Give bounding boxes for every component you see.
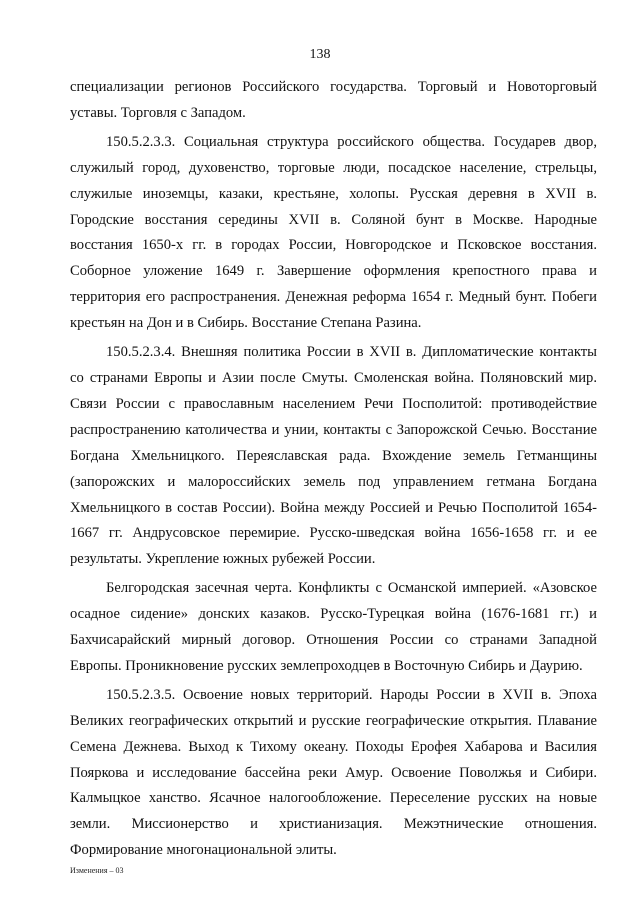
paragraph-social-structure: 150.5.2.3.3. Социальная структура российского общества. Государев двор, служилый город, духовенство, торговые люди, посадское население, стрельцы, служилые иноземцы, казаки, крестьяне, холопы. Русская деревня в XVII в. Городские восстания середины XVII в. Соляной бунт в Москве. Народные восстания 1650-х гг. в городах России, Новгородское и Псковское восстания. Соборное уложение 1649 г. Завершение оформления крепостного права и территория его распространения. Денежная реформа 1654 г. Медный бунт. Побеги крестьян на Дон и в Сибирь. Восстание Степана Разина. — [70, 133, 597, 332]
paragraph-southern-borders: Белгородская засечная черта. Конфликты с Османской империей. «Азовское осадное сидение» донских казаков. Русско-Турецкая война (1676-1681 гг.) и Бахчисарайский мирный договор. Отношения России со странами Западной Европы. Проникновение русских землепроходцев в Восточную Сибирь и Даурию. — [70, 580, 597, 674]
document-body — [70, 75, 597, 867]
paragraph-continuation: специализации регионов Российского государства. Торговый и Новоторговый уставы. Торговля с Западом. — [70, 79, 597, 121]
paragraph-new-territories: 150.5.2.3.5. Освоение новых территорий. Народы России в XVII в. Эпоха Великих географических открытий и русские географические открытия. Плавание Семена Дежнева. Выход к Тихому океану. Походы Ерофея Хабарова и Василия Пояркова и исследование бассейна реки Амур. Освоение Поволжья и Сибири. Калмыцкое ханство. Ясачное налогообложение. Переселение русских на новые земли. Миссионерство и христианизация. Межэтнические отношения. Формирование многонациональной элиты. — [70, 686, 597, 859]
paragraph-foreign-policy: 150.5.2.3.4. Внешняя политика России в XVII в. Дипломатические контакты со странами Европы и Азии после Смуты. Смоленская война. Поляновский мир. Связи России с православным населением Речи Посполитой: противодействие распространению католичества и унии, контакты с Запорожской Сечью. Восстание Богдана Хмельницкого. Переяславская рада. Вхождение земель Гетманщины (запорожских и малороссийских земель под управлением гетмана Богдана Хмельницкого в состав России). Война между Россией и Речью Посполитой 1654-1667 гг. Андрусовское перемирие. Русско-шведская война 1656-1658 гг. и ее результаты. Укрепление южных рубежей России. — [70, 344, 597, 568]
footer-revision-note: Изменения – 03 — [70, 866, 124, 875]
page-number: 138 — [309, 47, 331, 62]
